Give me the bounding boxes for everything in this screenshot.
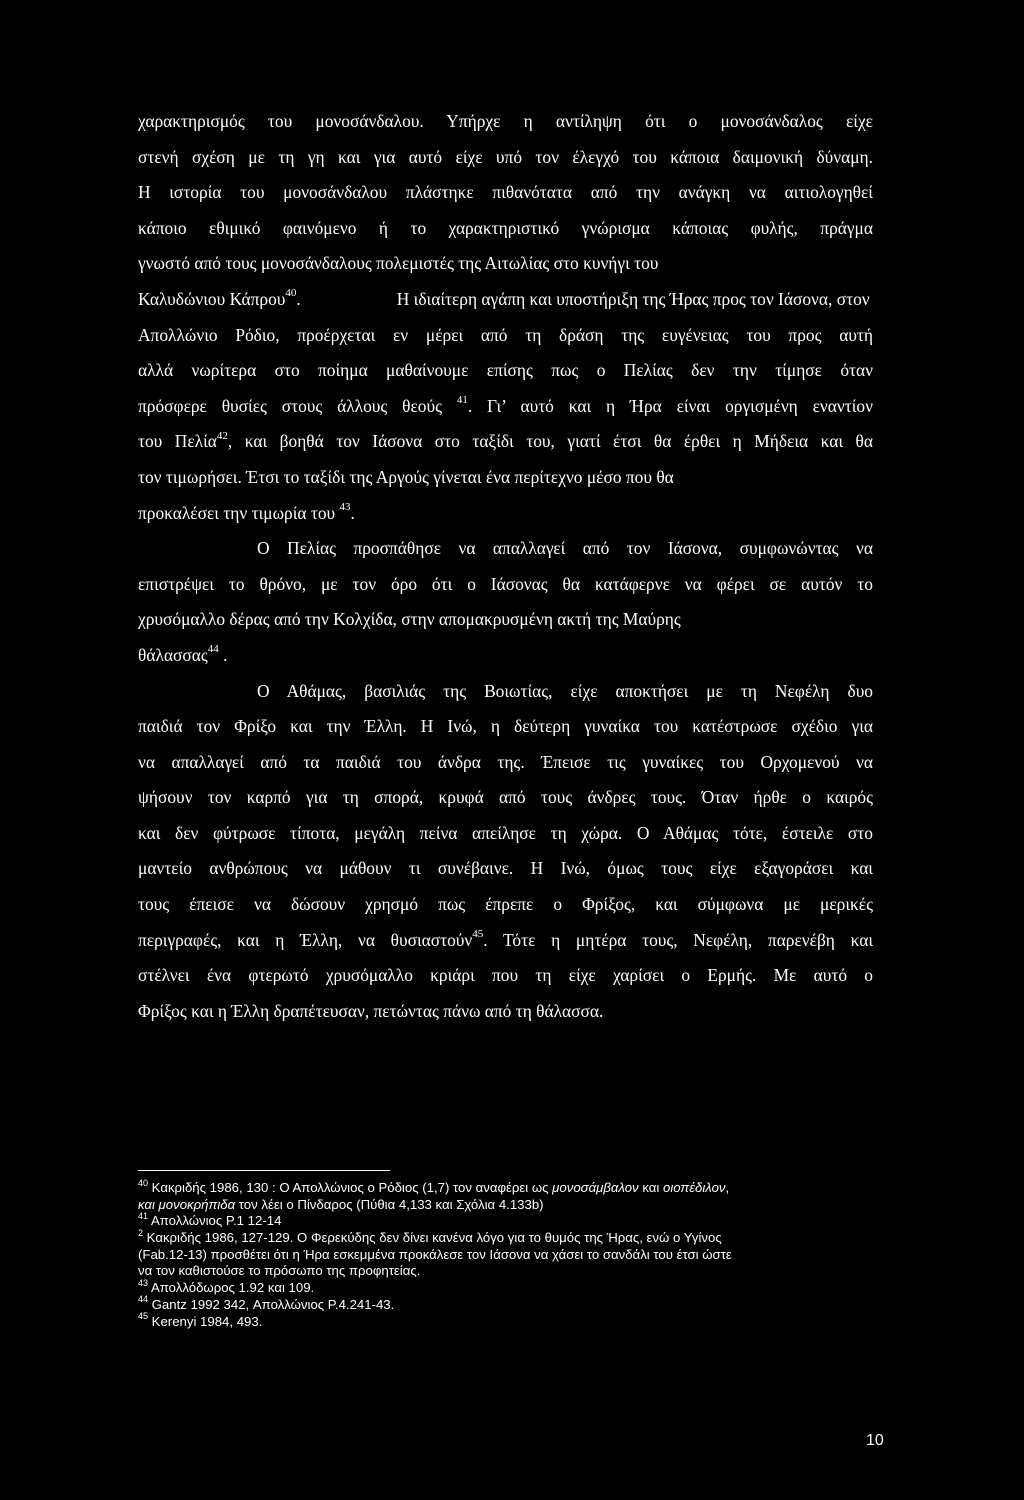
- footnote-text: Κακριδής 1986, 127-129. Ο Φερεκύδης δεν δίνει κανένα λόγο για το θυμός της Ήρας, ενώ ο Υγίνος: [143, 1230, 722, 1246]
- footnote-text: τον λέει ο Πίνδαρος (Πύθια 4,133 και Σχόλια 4.133b): [235, 1196, 544, 1212]
- footnote-text: Kerenyi 1984, 493.: [148, 1313, 263, 1329]
- footnote-ref: 44: [207, 643, 219, 656]
- footnote-43: [138, 1277, 898, 1297]
- text-line: χρυσόμαλλο δέρας από την Κολχίδα, στην απομακρυσμένη ακτή της Μαύρης: [138, 609, 681, 630]
- footnote-marker: 44: [138, 1294, 149, 1305]
- text-line: [138, 389, 873, 425]
- footnote-text: Κακριδής 1986, 130 : Ο Απολλώνιος ο Ρόδιος (1,7) τον αναφέρει ως: [148, 1180, 553, 1195]
- text-line: [138, 674, 873, 710]
- footnote-ref: 40: [285, 287, 297, 300]
- text-line: [138, 424, 873, 460]
- text-run: .: [350, 502, 355, 523]
- text-line: [138, 282, 873, 318]
- text-line: [138, 496, 873, 532]
- footnote-44: [138, 1294, 898, 1314]
- text-line: κάποιο εθιμικό φαινόμενο ή το χαρακτηριστικό γνώρισμα κάποιας φυλής, πράγμα: [138, 217, 873, 238]
- footnote-ref: 45: [472, 927, 484, 940]
- text-line: Η ιστορία του μονοσάνδαλου πλάστηκε πιθανότατα από την ανάγκη να αιτιολογηθεί: [138, 182, 873, 203]
- text-line: χαρακτηρισμός του μονοσάνδαλου. Υπήρχε η αντίληψη ότι ο μονοσάνδαλος είχε: [138, 111, 873, 131]
- text-line: στενή σχέση με τη γη και για αυτό είχε υπό τον έλεγχό του κάποια δαιμονική δύναμη.: [138, 146, 873, 167]
- text-run: πρόσφερε θυσίες στους άλλους θεούς: [138, 395, 457, 416]
- footnote-italic: οιοπέδιλον: [662, 1180, 726, 1195]
- footnote-separator: [138, 1170, 390, 1171]
- text-run: .: [218, 644, 228, 665]
- page-number: 10: [866, 1432, 884, 1449]
- footnote-marker: 43: [138, 1277, 149, 1288]
- text-run: θάλασσας: [138, 644, 208, 665]
- text-line: γνωστό από τους μονοσάνδαλους πολεμιστές της Αιτωλίας στο κυνήγι του: [138, 253, 659, 274]
- text-line: τον τιμωρήσει. Έτσι το ταξίδι της Αργούς γίνεται ένα περίτεχνο μέσο που θα: [138, 466, 674, 487]
- text-line: [138, 638, 873, 674]
- footnote-42-cont: (Fab.12-13) προσθέτει ότι η Ήρα εσκεμμένα προκάλεσε τον Ιάσονα να χάσει το σανδάλι του έτσι ώστε: [138, 1246, 732, 1262]
- text-line: Απολλώνιο Ρόδιο, προέρχεται εν μέρει από τη δράση της ευγένειας του προς αυτή: [138, 324, 873, 345]
- text-line: παιδιά τον Φρίξο και την Έλλη. Η Ινώ, η δεύτερη γυναίκα του κατέστρωσε σχέδιο για: [138, 716, 873, 737]
- footnote-ref: 43: [339, 500, 351, 513]
- text-run: , και βοηθά τον Ιάσονα στο ταξίδι του, γιατί έτσι θα έρθει η Μήδεια και θα: [227, 431, 873, 452]
- text-line: μαντείο ανθρώπους να μάθουν τι συνέβαινε. Η Ινώ, όμως τους είχε εξαγοράσει και: [138, 858, 873, 879]
- text-run: . Γι’ αυτό και η Ήρα είναι οργισμένη εναντίον: [467, 395, 873, 416]
- text-line: Φρίξος και η Έλλη δραπέτευσαν, πετώντας πάνω από τη θάλασσα.: [138, 1000, 604, 1021]
- text-line: αλλά νωρίτερα στο ποίημα μαθαίνουμε επίσης πως ο Πελίας δεν την τίμησε όταν: [138, 360, 873, 381]
- footnote-marker: 45: [138, 1311, 149, 1322]
- text-run: . Τότε η μητέρα τους, Νεφέλη, παρενέβη και: [483, 929, 873, 950]
- text-run: Ο Πελίας προσπάθησε να απαλλαγεί από τον Ιάσονα, συμφωνώντας να: [257, 538, 873, 559]
- footnote-40: [138, 1177, 898, 1197]
- text-line: ψήσουν τον καρπό για τη σπορά, κρυφά από τους άνδρες τους. Όταν ήρθε ο καιρός: [138, 787, 873, 808]
- footnote-text: ,: [725, 1180, 730, 1195]
- text-line: επιστρέψει το θρόνο, με τον όρο ότι ο Ιάσονας θα κατάφερνε να φέρει σε αυτόν το: [138, 573, 873, 594]
- footnote-text: Απολλώνιος Ρ.1 12-14: [148, 1213, 282, 1229]
- footnotes: [138, 1177, 898, 1330]
- text-line: [138, 531, 873, 567]
- text-run: Ο Αθάμας, βασιλιάς της Βοιωτίας, είχε αποκτήσει με τη Νεφέλη δυο: [257, 680, 873, 701]
- footnote-42-cont: να τον καθιστούσε το πρόσωπο της προφητείας.: [138, 1263, 421, 1279]
- text-line: τους έπεισε να δώσουν χρησμό πως έπρεπε ο Φρίξος, και σύμφωνα με μερικές: [138, 894, 873, 915]
- text-run: Καλυδώνιου Κάπρου: [138, 288, 286, 309]
- text-run: προκαλέσει την τιμωρία του: [138, 502, 340, 523]
- footnote-marker: 41: [138, 1210, 149, 1221]
- footnote-text: Gantz 1992 342, Απολλώνιος Ρ.4.241-43.: [148, 1296, 395, 1312]
- footnote-text: και: [638, 1180, 663, 1195]
- footnote-41: [138, 1210, 898, 1230]
- text-line: [138, 923, 873, 959]
- text-line: και δεν φύτρωσε τίποτα, μεγάλη πείνα απείλησε τη χώρα. Ο Αθάμας τότε, έστειλε στο: [138, 822, 873, 843]
- text-line: να απαλλαγεί από τα παιδιά του άνδρα της. Έπεισε τις γυναίκες του Ορχομενού να: [138, 751, 873, 772]
- footnote-42: [138, 1227, 898, 1247]
- footnote-40-cont: [138, 1197, 898, 1214]
- footnote-marker: 40: [138, 1177, 149, 1188]
- text-line: στέλνει ένα φτερωτό χρυσόμαλλο κριάρι που τη είχε χαρίσει ο Ερμής. Με αυτό ο: [138, 965, 873, 986]
- footnote-45: [138, 1311, 898, 1331]
- body-text: [138, 104, 873, 1029]
- footnote-marker: 2: [138, 1227, 144, 1238]
- footnote-ref: 42: [216, 429, 228, 442]
- text-run: Η ιδιαίτερη αγάπη και υποστήριξη της Ήρας προς τον Ιάσονα, στον: [396, 288, 870, 309]
- text-run: του Πελία: [138, 431, 217, 452]
- text-run: .: [296, 288, 301, 309]
- text-run: περιγραφές, και η Έλλη, να θυσιαστούν: [138, 929, 473, 950]
- footnote-italic: και μονοκρήπιδα: [138, 1196, 236, 1212]
- footnote-italic: μονοσάμβαλον: [552, 1180, 639, 1195]
- footnote-ref: 41: [456, 393, 468, 406]
- footnote-text: Απολλόδωρος 1.92 και 109.: [148, 1280, 315, 1296]
